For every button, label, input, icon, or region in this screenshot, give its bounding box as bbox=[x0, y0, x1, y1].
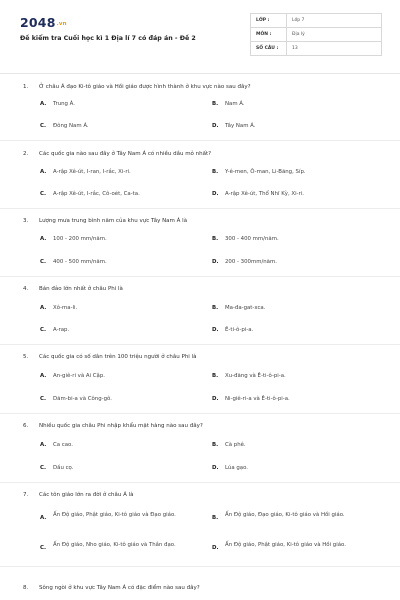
option-text: Ê-ti-ô-pi-a. bbox=[225, 327, 254, 333]
question-number: 8. bbox=[23, 585, 29, 591]
option-a[interactable] bbox=[40, 305, 77, 311]
question-stem: Các tôn giáo lớn ra đời ở châu Á là bbox=[39, 492, 134, 498]
question-divider bbox=[0, 482, 400, 483]
option-text: A-rập Xê-út, I-ran, I-rắc, Xi-ri. bbox=[53, 169, 131, 175]
info-row-count bbox=[251, 42, 382, 56]
option-c[interactable] bbox=[40, 191, 140, 197]
option-text: A-rap. bbox=[53, 327, 70, 333]
option-text: A-rập Xê-út, Thổ Nhĩ Kỳ, Xi-ri. bbox=[225, 191, 304, 197]
option-c[interactable] bbox=[40, 465, 74, 471]
option-letter: D. bbox=[212, 465, 219, 471]
option-letter: D. bbox=[212, 327, 219, 333]
option-letter: C. bbox=[40, 327, 47, 333]
option-letter: B. bbox=[212, 373, 219, 379]
option-b[interactable] bbox=[212, 305, 265, 311]
question-divider bbox=[0, 140, 400, 141]
question-text bbox=[23, 492, 134, 498]
option-text: Trung Á. bbox=[53, 101, 75, 107]
option-text: Ấn Độ giáo, Phật giáo, Ki-tô giáo và Hồi giáo. bbox=[225, 542, 346, 548]
option-c[interactable] bbox=[40, 259, 107, 265]
question-stem: Các quốc gia nào sau đây ở Tây Nam Á có nhiều dầu mỏ nhất? bbox=[39, 151, 212, 157]
option-b[interactable] bbox=[212, 169, 306, 175]
option-b[interactable] bbox=[212, 101, 245, 107]
option-text: Tây Nam Á. bbox=[225, 123, 256, 129]
option-c[interactable] bbox=[40, 541, 200, 551]
option-text: 200 - 300mm/năm. bbox=[225, 259, 277, 265]
option-letter: D. bbox=[212, 259, 219, 265]
option-text: Xu-đăng và Ê-ti-ô-pi-a. bbox=[225, 373, 286, 379]
question-stem: Sông ngòi ở khu vực Tây Nam Á có đặc điểm nào sau đây? bbox=[39, 585, 200, 591]
info-value: Địa lý bbox=[287, 28, 382, 42]
question-text bbox=[23, 151, 211, 157]
option-letter: D. bbox=[212, 396, 219, 402]
option-d[interactable] bbox=[212, 123, 255, 129]
question-number: 5. bbox=[23, 354, 29, 360]
option-letter: C. bbox=[40, 123, 47, 129]
option-letter: A. bbox=[40, 236, 47, 242]
option-text: Đông Nam Á. bbox=[53, 123, 89, 129]
option-letter: D. bbox=[212, 191, 219, 197]
option-c[interactable] bbox=[40, 327, 69, 333]
logo-main: 2048 bbox=[20, 15, 56, 30]
question-text bbox=[23, 585, 200, 591]
info-row-class bbox=[251, 14, 382, 28]
question-text bbox=[23, 84, 251, 90]
option-letter: A. bbox=[40, 169, 47, 175]
info-label: MÔN : bbox=[251, 28, 287, 42]
option-text: A-rập Xê-út, I-rắc, Cô-oét, Ca-ta. bbox=[53, 191, 140, 197]
info-row-subject bbox=[251, 28, 382, 42]
option-text: 300 - 400 mm/năm. bbox=[225, 236, 279, 242]
option-b[interactable] bbox=[212, 373, 286, 379]
question-number: 1. bbox=[23, 84, 29, 90]
option-text: Ca cao. bbox=[53, 442, 73, 448]
option-letter: C. bbox=[40, 465, 47, 471]
info-value: 13 bbox=[287, 42, 382, 56]
option-letter: B. bbox=[212, 236, 219, 242]
option-a[interactable] bbox=[40, 373, 105, 379]
question-number: 2. bbox=[23, 151, 29, 157]
option-d[interactable] bbox=[212, 259, 277, 265]
option-text: Cà phê. bbox=[225, 442, 246, 448]
question-text bbox=[23, 354, 196, 360]
question-stem: Nhiều quốc gia châu Phi nhập khẩu mặt hàng nào sau đây? bbox=[39, 423, 203, 429]
option-a[interactable] bbox=[40, 169, 131, 175]
option-letter: A. bbox=[40, 515, 47, 521]
header-divider bbox=[0, 73, 400, 74]
option-d[interactable] bbox=[212, 396, 290, 402]
option-letter: B. bbox=[212, 515, 219, 521]
question-number: 6. bbox=[23, 423, 29, 429]
option-text: Ấn Độ giáo, Phật giáo, Ki-tô giáo và Đạo giáo. bbox=[53, 512, 176, 518]
option-text: An-giê-ri và Ai Cập. bbox=[53, 373, 105, 379]
option-text: Ma-đa-gat-xca. bbox=[225, 305, 266, 311]
question-text bbox=[23, 423, 203, 429]
option-letter: C. bbox=[40, 191, 47, 197]
option-b[interactable] bbox=[212, 442, 246, 448]
option-text: Xô-ma-li. bbox=[53, 305, 78, 311]
question-number: 7. bbox=[23, 492, 29, 498]
question-divider bbox=[0, 413, 400, 414]
option-text: Ấn Độ giáo, Đạo giáo, Ki-tô giáo và Hồi giáo. bbox=[225, 512, 345, 518]
question-divider bbox=[0, 344, 400, 345]
option-letter: B. bbox=[212, 442, 219, 448]
option-letter: C. bbox=[40, 396, 47, 402]
option-letter: C. bbox=[40, 259, 47, 265]
option-letter: C. bbox=[40, 545, 47, 551]
info-value: Lớp 7 bbox=[287, 14, 382, 28]
question-stem: Lượng mưa trung bình năm của khu vực Tây Nam Á là bbox=[39, 218, 188, 224]
question-divider bbox=[0, 208, 400, 209]
option-text: 100 - 200 mm/năm. bbox=[53, 236, 107, 242]
question-stem: Ở châu Á đạo Ki-tô giáo và Hồi giáo được hình thành ở khu vực nào sau đây? bbox=[39, 84, 251, 90]
info-label: SỐ CÂU : bbox=[251, 42, 287, 56]
option-letter: B. bbox=[212, 101, 219, 107]
option-text: Dăm-bi-a và Công-gô. bbox=[53, 396, 112, 402]
info-label: LỚP : bbox=[251, 14, 287, 28]
option-text: Lúa gạo. bbox=[225, 465, 248, 471]
option-c[interactable] bbox=[40, 123, 89, 129]
document-title: Đề kiểm tra Cuối học kì 1 Địa lí 7 có đáp án - Đề 2 bbox=[20, 35, 196, 42]
option-text: Nam Á. bbox=[225, 101, 245, 107]
option-letter: A. bbox=[40, 442, 47, 448]
question-stem: Bán đảo lớn nhất ở châu Phi là bbox=[39, 286, 123, 292]
question-stem: Các quốc gia có số dân trên 100 triệu người ở châu Phi là bbox=[39, 354, 197, 360]
option-letter: A. bbox=[40, 305, 47, 311]
site-logo[interactable] bbox=[20, 15, 67, 30]
option-text: Ấn Độ giáo, Nho giáo, Ki-tô giáo và Thần đạo. bbox=[53, 542, 176, 548]
option-letter: A. bbox=[40, 373, 47, 379]
option-c[interactable] bbox=[40, 396, 112, 402]
option-text: Ni-giê-ri-a và Ê-ti-ô-pi-a. bbox=[225, 396, 290, 402]
question-text bbox=[23, 218, 187, 224]
question-divider bbox=[0, 276, 400, 277]
question-divider bbox=[0, 566, 400, 567]
option-letter: A. bbox=[40, 101, 47, 107]
option-text: Dầu cọ. bbox=[53, 465, 74, 471]
option-text: 400 - 500 mm/năm. bbox=[53, 259, 107, 265]
option-a[interactable] bbox=[40, 442, 73, 448]
option-b[interactable] bbox=[212, 236, 279, 242]
question-number: 3. bbox=[23, 218, 29, 224]
page-header bbox=[0, 0, 400, 74]
question-number: 4. bbox=[23, 286, 29, 292]
logo-tld: .vn bbox=[56, 21, 67, 27]
option-letter: D. bbox=[212, 123, 219, 129]
option-d[interactable] bbox=[212, 541, 382, 551]
question-text bbox=[23, 286, 123, 292]
option-a[interactable] bbox=[40, 101, 75, 107]
option-d[interactable] bbox=[212, 465, 248, 471]
option-b[interactable] bbox=[212, 511, 382, 521]
option-a[interactable] bbox=[40, 236, 107, 242]
option-d[interactable] bbox=[212, 327, 253, 333]
option-letter: B. bbox=[212, 169, 219, 175]
option-d[interactable] bbox=[212, 191, 304, 197]
option-letter: B. bbox=[212, 305, 219, 311]
option-text: Y-ê-men, Ô-man, Li-Băng, Síp. bbox=[225, 169, 306, 175]
option-letter: D. bbox=[212, 545, 219, 551]
info-table bbox=[250, 13, 382, 56]
option-a[interactable] bbox=[40, 511, 200, 521]
